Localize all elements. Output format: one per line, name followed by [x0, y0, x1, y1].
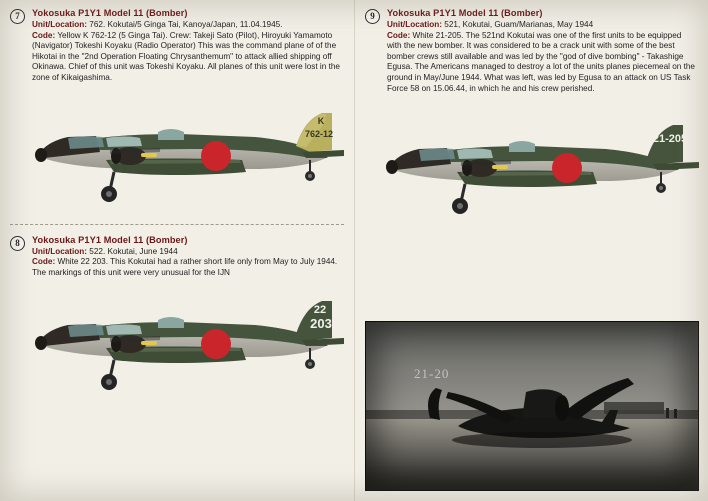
tail-code-top: K	[317, 115, 325, 126]
photo-caption: 21-20	[414, 366, 450, 381]
tail-code-bottom: 762-12	[304, 128, 334, 139]
aircraft-svg	[10, 282, 344, 400]
entry-8	[10, 235, 344, 279]
entry-number-badge: 7	[10, 9, 25, 24]
tail-code-top: 22	[313, 304, 327, 317]
entry-7	[10, 8, 344, 84]
entry-number-badge: 9	[365, 9, 380, 24]
right-column	[354, 0, 708, 501]
code-text: Yellow K 762-12 (5 Ginga Tai). Crew: Takeji Sato (Pilot), Hiroyuki Yamamoto (Navigator) Tokeshi Koyaku (Radio Operator) This was the command plane of of the Hikotai in the "2nd Operation Floating Chrysanthemum" to attack allied shipping off Okinawa. Chief of this unit was Tokeshi Koyaku. All planes of this unit were lost in the zone of Kikaigashima.	[32, 30, 340, 82]
unit-label: Unit/Location:	[32, 20, 88, 29]
code-text: White 21-205. The 521nd Kokutai was one of the first units to be equipped with the new bomber. It was considered to be a crack unit with some of the best bomber crews still available and was led by the "god of dive bombing" - Takashige Egusa. The Americans managed to destroy a lot of the units planes piecemeal on the ground in May/June 1944. What was left, was led by Egusa to an attack on US Task Force 58 on 15.06.44, in which he and his crew perished.	[387, 30, 695, 93]
entry-divider	[10, 224, 344, 225]
tail-code-bottom: 203	[310, 316, 332, 332]
aircraft-profile-9	[365, 102, 698, 220]
entry-title: Yokosuka P1Y1 Model 11 (Bomber)	[387, 8, 543, 18]
unit-text: 522. Kokutai, June 1944	[87, 246, 178, 256]
entry-number-badge: 8	[10, 236, 25, 251]
code-label: Code:	[387, 30, 411, 40]
entry-body	[32, 20, 344, 84]
aircraft-svg	[10, 94, 344, 212]
entry-body	[32, 247, 344, 279]
aircraft-profile-7	[10, 94, 344, 212]
code-label: Code:	[32, 30, 56, 40]
aircraft-svg	[365, 102, 699, 227]
aircraft-profile-8	[10, 282, 344, 400]
entry-title: Yokosuka P1Y1 Model 11 (Bomber)	[32, 8, 188, 18]
unit-label: Unit/Location:	[32, 246, 88, 256]
code-label: Code:	[32, 257, 56, 267]
photo-svg	[366, 322, 699, 491]
tail-code-top: 21-205	[652, 133, 688, 146]
unit-text: 521, Kokutai, Guam/Marianas, May 1944	[442, 20, 594, 29]
entry-9	[365, 8, 698, 94]
unit-label: Unit/Location:	[387, 20, 443, 29]
unit-text: 762. Kokutai/5 Ginga Tai, Kanoya/Japan, 11.04.1945.	[87, 20, 283, 29]
code-text: White 22 203. This Kokutai had a rather short life only from May to July 1944. The markings of this unit were very unusual for the IJN	[32, 257, 338, 277]
reference-photo	[365, 321, 699, 491]
entry-body	[387, 20, 698, 94]
entry-title: Yokosuka P1Y1 Model 11 (Bomber)	[32, 234, 188, 245]
